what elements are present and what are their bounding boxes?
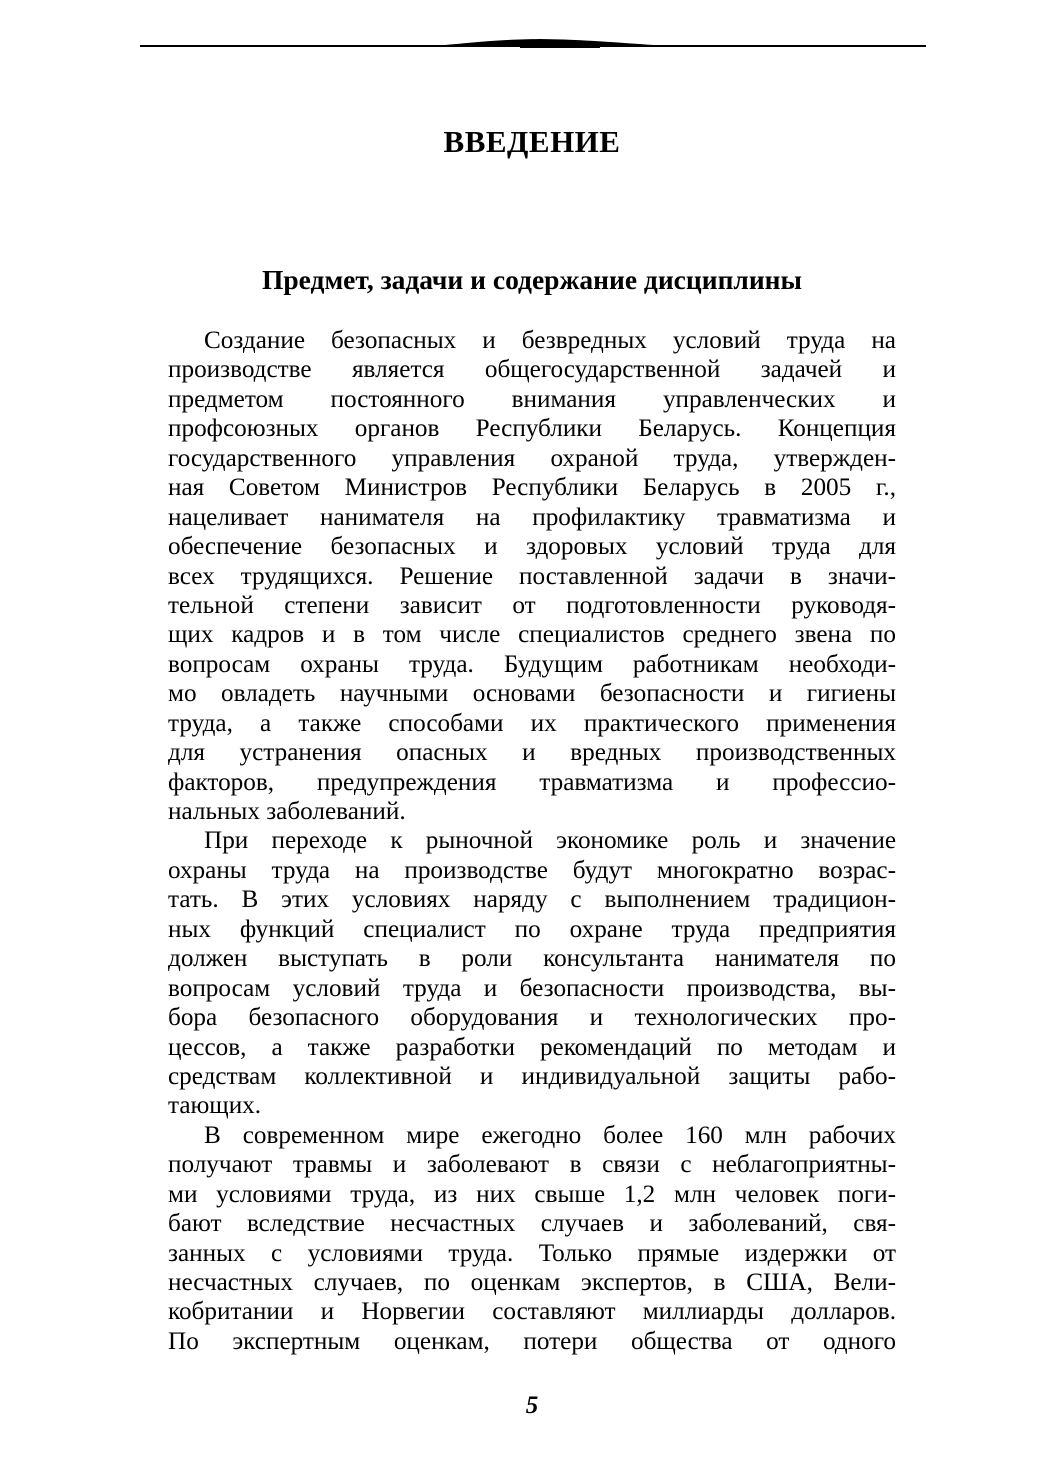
text-line: В современном мире ежегодно более 160 млн рабочих [204,1121,896,1149]
text-line: средствам коллективной и индивидуальной защиты рабо- [168,1062,896,1090]
text-line: вопросам условий труда и безопасности производства, вы- [168,974,896,1002]
text-line: охраны труда на производстве будут многократно возрас- [168,856,896,884]
text-line: кобритании и Норвегии составляют миллиарды долларов. [168,1298,896,1326]
text-line: труда, а также способами их практического применения [168,709,896,737]
section-title: Предмет, задачи и содержание дисциплины [262,264,802,295]
text-line: производстве является общегосударственной задачей и [168,356,896,384]
text-line: несчастных случаев, по оценкам экспертов, в США, Вели- [168,1269,896,1296]
text-line: профсоюзных органов Республики Беларусь. Концепция [168,415,896,443]
text-line: тающих. [168,1092,262,1120]
text-line: ная Советом Министров Республики Беларусь в 2005 г., [168,474,896,502]
text-line: нацеливает нанимателя на профилактику травматизма и [168,503,896,531]
text-line: щих кадров и в том числе специалистов среднего звена по [168,621,896,649]
text-line: ми условиями труда, из них свыше 1,2 млн человек поги- [168,1180,896,1208]
text-line: всех трудящихся. Решение поставленной задачи в значи- [168,562,896,590]
text-line: По экспертным оценкам, потери общества от одного [168,1327,896,1355]
text-line: тать. В этих условиях наряду с выполнением традицион- [168,886,896,914]
chapter-title: ВВЕДЕНИЕ [443,124,621,159]
text-line: тельной степени зависит от подготовленности руководя- [168,591,896,619]
text-line: ных функций специалист по охране труда предприятия [168,915,896,943]
text-line: вопросам охраны труда. Будущим работникам необходи- [168,650,896,678]
text-line: Создание безопасных и безвредных условий труда на [204,327,896,354]
top-rule-divider [140,28,926,52]
text-line: При переходе к рыночной экономике роль и значение [204,827,896,855]
text-line: мо овладеть научными основами безопасности и гигиены [168,680,896,708]
text-line: цессов, а также разработки рекомендаций по методам и [168,1033,896,1061]
text-line: для устранения опасных и вредных производственных [168,739,896,767]
text-line: нальных заболеваний. [168,798,406,825]
paragraph [168,1121,896,1357]
text-line: государственного управления охраной труда, утвержден- [168,444,896,472]
text-line: должен выступать в роли консультанта нанимателя по [168,945,896,973]
page-number: 5 [525,1392,539,1419]
text-line: получают травмы и заболевают в связи с неблагоприятны- [168,1151,896,1179]
paragraph [168,826,896,1120]
body-text [168,326,896,1356]
text-line: бора безопасного оборудования и технологических про- [168,1004,896,1032]
paragraph [168,326,896,826]
text-line: предметом постоянного внимания управленческих и [168,385,896,413]
text-line: занных с условиями труда. Только прямые издержки от [168,1239,896,1267]
text-line: обеспечение безопасных и здоровых условий труда для [168,533,896,561]
text-line: факторов, предупреждения травматизма и профессио- [168,768,896,796]
text-line: бают вследствие несчастных случаев и заболеваний, свя- [168,1210,896,1238]
